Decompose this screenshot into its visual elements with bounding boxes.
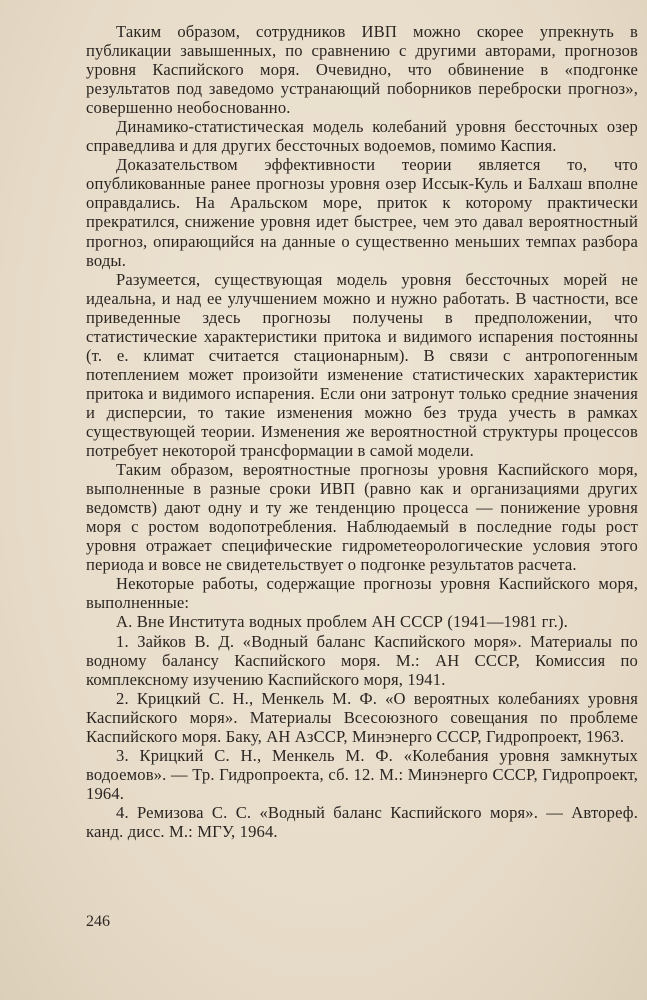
reference-2: 2. Крицкий С. Н., Менкель М. Ф. «О вероятных колебаниях уровня Каспийского моря». Материалы Всесоюзного совещания по проблеме Каспийского моря. Баку, АН АзССР, Минэнерго СССР, Гидропроект, 1963. xyxy=(86,688,638,746)
reference-1: 1. Зайков В. Д. «Водный баланс Каспийского моря». Материалы по водному балансу Каспийского моря. М.: АН СССР, Комиссия по комплексному изучению Каспийского моря, 1941. xyxy=(86,631,638,689)
paragraph-1: Таким образом, сотрудников ИВП можно скорее упрекнуть в публикации завышенных, по сравнению с другими авторами, прогнозов уровня Каспийского моря. Очевидно, что обвинение в «подгонке результатов под заведомо устранающий поборников переброски прогноз», совершенно необоснованно. xyxy=(86,22,638,118)
paragraph-5: Таким образом, вероятностные прогнозы уровня Каспийского моря, выполненные в разные сроки ИВП (равно как и организациями других ведомств) дают одну и ту же тенденцию процесса — понижение уровня моря с ростом водопотребления. Наблюдаемый в последние годы рост уровня отражает специфические гидрометеорологические условия этого периода и вовсе не свидетельствует о подгонке результатов расчета. xyxy=(86,460,638,575)
paragraph-3: Доказательством эффективности теории является то, что опубликованные ранее прогнозы уровня озер Иссык-Куль и Балхаш вполне оправдались. На Аральском море, приток к которому практически прекратился, снижение уровня идет быстрее, чем это давал вероятностный прогноз, опирающийся на данные о существенно меньших темпах разбора воды. xyxy=(86,155,638,270)
paragraph-4: Разумеется, существующая модель уровня бессточных морей не идеальна, и над ее улучшением можно и нужно работать. В частности, все приведенные здесь прогнозы получены в предположении, что статистические характеристики притока и видимого испарения постоянны (т. е. климат считается стационарным). В связи с антропогенным потеплением может произойти изменение статистических характеристик притока и видимого испарения. Если они затронут только средние значения и дисперсии, то такие изменения можно без труда учесть в рамках существующей теории. Изменения же вероятностной структуры процессов потребует некоторой трансформации в самой модели. xyxy=(86,269,638,461)
paragraph-6: Некоторые работы, содержащие прогнозы уровня Каспийского моря, выполненные: xyxy=(86,574,638,613)
reference-3: 3. Крицкий С. Н., Менкель М. Ф. «Колебания уровня замкнутых водоемов». — Тр. Гидропроекта, сб. 12. М.: Минэнерго СССР, Гидропроект, 1964. xyxy=(86,745,638,803)
section-heading: А. Вне Института водных проблем АН СССР (1941—1981 гг.). xyxy=(116,612,568,632)
page-number: 246 xyxy=(86,913,110,930)
reference-4: 4. Ремизова С. С. «Водный баланс Каспийского моря». — Автореф. канд. дисс. М.: МГУ, 1964. xyxy=(86,802,638,841)
paragraph-2: Динамико-статистическая модель колебаний уровня бессточных озер справедлива и для других бессточных водоемов, помимо Каспия. xyxy=(86,117,638,156)
body-text xyxy=(86,22,638,841)
